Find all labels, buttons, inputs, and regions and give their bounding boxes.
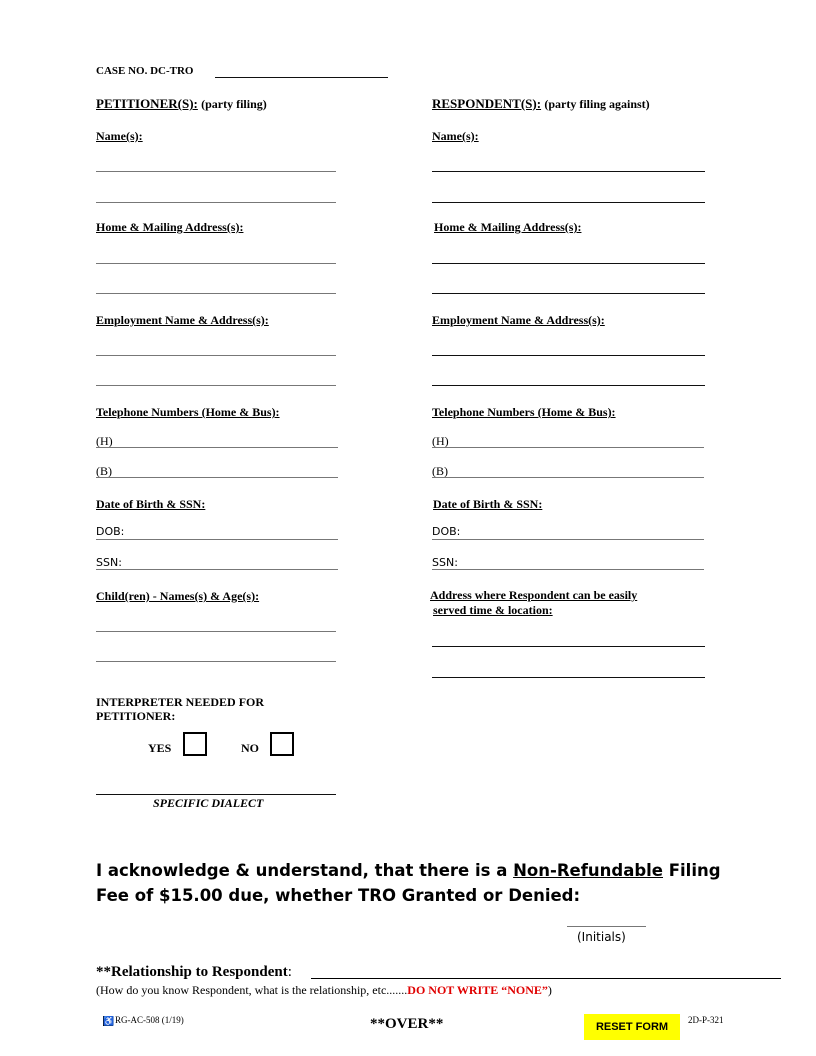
resp-dob-label: DOB:	[432, 525, 461, 538]
pet-name-field-2[interactable]	[96, 202, 336, 203]
resp-served-field-1[interactable]	[432, 646, 705, 647]
resp-name-field-1[interactable]	[432, 171, 705, 172]
pet-bus-phone-field[interactable]	[96, 477, 338, 478]
relationship-note-text: (How do you know Respondent, what is the relationship, etc.......	[96, 983, 408, 997]
pet-children-field-2[interactable]	[96, 661, 336, 662]
resp-ssn-label: SSN:	[432, 556, 458, 569]
initials-field[interactable]	[567, 926, 646, 927]
yes-label: YES	[148, 741, 172, 755]
ack-part2: Filing	[663, 861, 721, 880]
pet-names-label: Name(s):	[96, 129, 143, 143]
resp-employment-field-1[interactable]	[432, 355, 705, 356]
resp-home-phone-label: (H)	[432, 434, 449, 448]
case-no-label: CASE NO. DC-TRO	[96, 65, 194, 77]
pet-name-field-1[interactable]	[96, 171, 336, 172]
no-label: NO	[241, 741, 259, 755]
pet-employment-field-2[interactable]	[96, 385, 336, 386]
pet-address-field-2[interactable]	[96, 293, 336, 294]
dialect-label: SPECIFIC DIALECT	[153, 796, 264, 810]
initials-label: (Initials)	[577, 930, 626, 944]
accessibility-icon: ♿	[103, 1016, 115, 1026]
resp-names-label: Name(s):	[432, 129, 479, 143]
reset-form-button[interactable]: RESET FORM	[584, 1014, 680, 1040]
case-no-field[interactable]	[215, 77, 388, 78]
pet-bus-phone-label: (B)	[96, 464, 112, 478]
resp-served-label-1: Address where Respondent can be easily	[430, 588, 638, 602]
pet-home-phone-field[interactable]	[96, 447, 338, 448]
petitioner-title: PETITIONER(S):	[96, 96, 198, 111]
petitioner-heading	[96, 96, 267, 112]
dialect-field[interactable]	[96, 794, 336, 795]
petitioner-sub: (party filing)	[201, 97, 267, 111]
resp-served-label-2: served time & location:	[433, 603, 553, 617]
resp-ssn-field[interactable]	[432, 569, 704, 570]
pet-home-phone-label: (H)	[96, 434, 113, 448]
yes-checkbox[interactable]	[183, 732, 207, 756]
resp-employment-label: Employment Name & Address(s):	[432, 313, 605, 327]
form-code-2: 2D-P-321	[688, 1015, 724, 1025]
pet-employment-field-1[interactable]	[96, 355, 336, 356]
interpreter-label-1: INTERPRETER NEEDED FOR	[96, 695, 265, 709]
pet-telephone-label: Telephone Numbers (Home & Bus):	[96, 405, 280, 419]
resp-dob-field[interactable]	[432, 539, 704, 540]
pet-address-field-1[interactable]	[96, 263, 336, 264]
ack-nonrefundable: Non-Refundable	[513, 861, 663, 880]
ack-part1: I acknowledge & understand, that there is a	[96, 861, 514, 880]
pet-dob-field[interactable]	[96, 539, 338, 540]
ack-line2: Fee of $15.00 due, whether TRO Granted or Denied:	[96, 886, 581, 905]
resp-name-field-2[interactable]	[432, 202, 705, 203]
pet-address-label: Home & Mailing Address(s):	[96, 220, 244, 234]
resp-employment-field-2[interactable]	[432, 385, 705, 386]
relationship-label	[96, 964, 292, 981]
pet-children-label: Child(ren) - Names(s) & Age(s):	[96, 589, 260, 603]
pet-children-field-1[interactable]	[96, 631, 336, 632]
pet-dob-label: DOB:	[96, 525, 125, 538]
pet-employment-label: Employment Name & Address(s):	[96, 313, 269, 327]
relationship-note-close: )	[547, 983, 552, 997]
resp-served-field-2[interactable]	[432, 677, 705, 678]
acknowledge-text	[96, 858, 721, 908]
resp-bus-phone-label: (B)	[432, 464, 448, 478]
relationship-note	[96, 983, 552, 998]
pet-dob-ssn-label: Date of Birth & SSN:	[96, 497, 206, 511]
form-code: RG-AC-508 (1/19)	[115, 1015, 184, 1025]
resp-telephone-label: Telephone Numbers (Home & Bus):	[432, 405, 616, 419]
resp-address-field-1[interactable]	[432, 263, 705, 264]
relationship-warning: DO NOT WRITE “NONE”	[407, 983, 548, 997]
resp-address-label: Home & Mailing Address(s):	[434, 220, 582, 234]
resp-dob-ssn-label: Date of Birth & SSN:	[433, 497, 543, 511]
pet-ssn-label: SSN:	[96, 556, 122, 569]
resp-address-field-2[interactable]	[432, 293, 705, 294]
relationship-title: **Relationship to Respondent	[96, 964, 288, 980]
respondent-heading	[432, 96, 650, 112]
interpreter-label-2: PETITIONER:	[96, 709, 176, 723]
resp-bus-phone-field[interactable]	[432, 477, 704, 478]
pet-ssn-field[interactable]	[96, 569, 338, 570]
no-checkbox[interactable]	[270, 732, 294, 756]
relationship-colon: :	[287, 964, 292, 980]
over-label: **OVER**	[370, 1016, 444, 1032]
relationship-field[interactable]	[311, 978, 781, 979]
resp-home-phone-field[interactable]	[432, 447, 704, 448]
respondent-title: RESPONDENT(S):	[432, 96, 542, 111]
respondent-sub: (party filing against)	[544, 97, 650, 111]
